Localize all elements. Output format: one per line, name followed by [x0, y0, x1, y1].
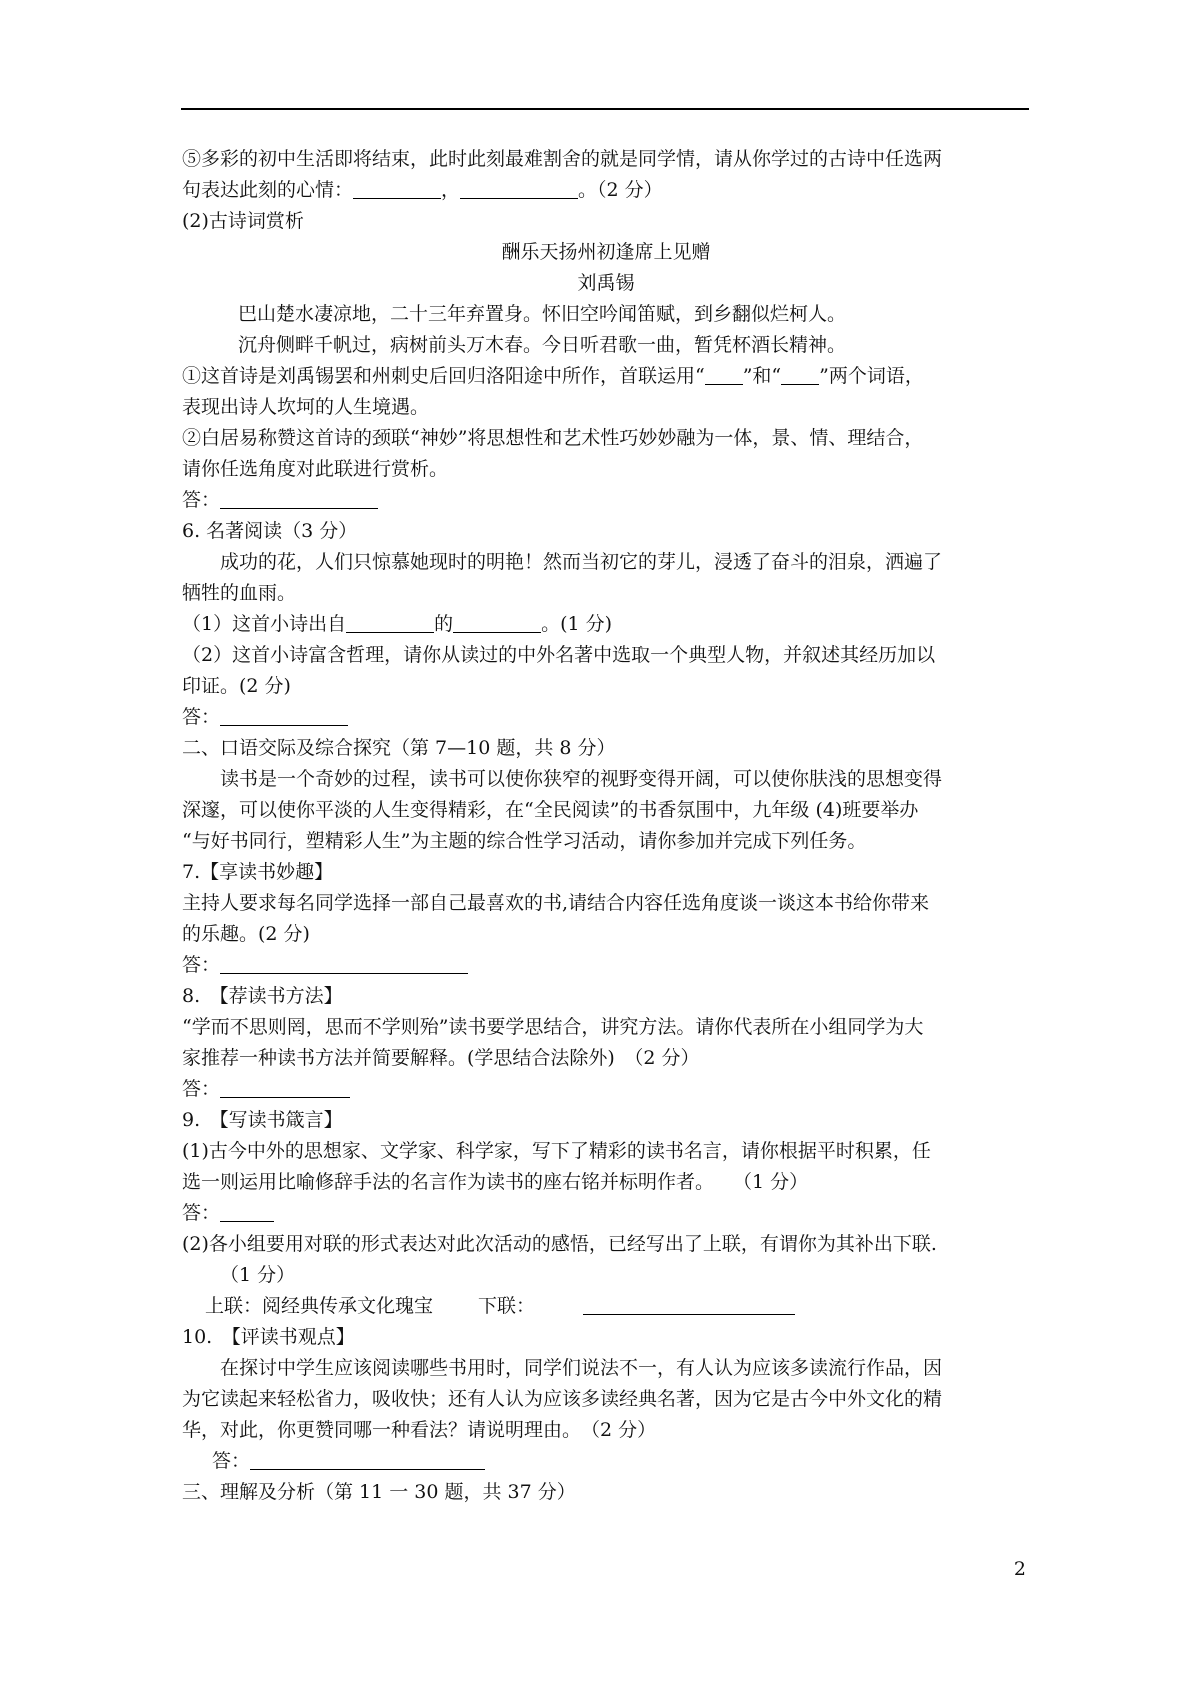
- q9-sub2-line1: (2)各小组要用对联的形式表达对此次活动的感悟，已经写出了上联，有谓你为其补出下联.: [182, 1233, 937, 1255]
- q6-sub2-line2: 印证。(2 分): [182, 675, 291, 697]
- q9-sub1-line1: (1)古今中外的思想家、文学家、科学家，写下了精彩的读书名言，请你根据平时积累，任: [182, 1140, 931, 1162]
- q9-sub2-line2: （1 分）: [220, 1264, 296, 1286]
- q6-poem-line1: 成功的花，人们只惊慕她现时的明艳！然而当初它的芽儿，浸透了奋斗的泪泉，洒遍了: [220, 551, 943, 573]
- answer-line: 答：: [182, 950, 1030, 981]
- header-rule: [181, 108, 1029, 110]
- couplet-lower-label: 下联：: [478, 1295, 536, 1317]
- section2-intro-line3: “与好书同行，塑精彩人生”为主题的综合性学习活动，请你参加并完成下列任务。: [182, 830, 867, 852]
- q7-title: 7.【享读书妙趣】: [182, 861, 334, 883]
- q6-sub1: （1）这首小诗出自 的 。(1 分): [182, 613, 613, 635]
- q5-item5-line1: ⑤多彩的初中生活即将结束，此时此刻最难割舍的就是同学情，请从你学过的古诗中任选两: [182, 148, 943, 170]
- q8-line1: “学而不思则罔，思而不学则殆”读书要学思结合，讲究方法。请你代表所在小组同学为大: [182, 1016, 924, 1038]
- q6-poem-line2: 牺牲的血雨。: [182, 582, 297, 604]
- answer-line: 答：: [182, 485, 1030, 516]
- answer-blank[interactable]: [453, 611, 541, 633]
- exam-content: [182, 144, 1030, 1508]
- q6-title: 6. 名著阅读（3 分）: [182, 520, 358, 542]
- answer-blank[interactable]: [220, 952, 468, 974]
- q5-q2-line1: ②白居易称赞这首诗的颈联“神妙”将思想性和艺术性巧妙妙融为一体，景、情、理结合，: [182, 427, 924, 449]
- q8-title: 8. 【荐读书方法】: [182, 985, 343, 1007]
- q5-item5-line2: 句表达此刻的心情： ， 。（2 分）: [182, 179, 663, 201]
- couplet-line: [182, 1291, 1030, 1322]
- answer-blank[interactable]: [250, 1448, 485, 1470]
- q8-line2: 家推荐一种读书方法并简要解释。(学思结合法除外) （2 分）: [182, 1047, 700, 1069]
- q10-line3: 华，对此，你更赞同哪一种看法？请说明理由。 （2 分）: [182, 1419, 657, 1441]
- q10-title: 10. 【评读书观点】: [182, 1326, 355, 1348]
- q5-q1-line1: ①这首诗是刘禹锡罢和州刺史后回归洛阳途中所作，首联运用“ ”和“ ”两个词语，: [182, 365, 924, 387]
- q10-line1: 在探讨中学生应该阅读哪些书用时，同学们说法不一，有人认为应该多读流行作品，因: [220, 1357, 943, 1379]
- couplet-lower-blank[interactable]: [583, 1293, 795, 1315]
- section2-title: 二、口语交际及综合探究（第 7—10 题，共 8 分）: [182, 737, 616, 759]
- poem-line: 巴山楚水凄凉地，二十三年弃置身。怀旧空吟闻笛赋，到乡翻似烂柯人。: [238, 303, 847, 325]
- answer-blank[interactable]: [220, 487, 378, 509]
- q5-sub2-title: (2)古诗词赏析: [182, 210, 304, 232]
- q9-sub1-line2: 选一则运用比喻修辞手法的名言作为读书的座右铭并标明作者。 （1 分）: [182, 1171, 809, 1193]
- poem-title: 酬乐天扬州初逢席上见赠: [501, 241, 711, 263]
- q7-line2: 的乐趣。(2 分): [182, 923, 310, 945]
- q7-line1: 主持人要求每名同学选择一部自己最喜欢的书,请结合内容任选角度谈一谈这本书给你带来: [182, 892, 930, 914]
- q9-title: 9. 【写读书箴言】: [182, 1109, 343, 1131]
- couplet-upper: 上联：阅经典传承文化瑰宝: [205, 1295, 434, 1317]
- poem-line: 沉舟侧畔千帆过，病树前头万木春。今日听君歌一曲，暂凭杯酒长精神。: [238, 334, 847, 356]
- answer-blank[interactable]: [705, 363, 743, 385]
- section3-title: 三、理解及分析（第 11 一 30 题，共 37 分）: [182, 1481, 576, 1503]
- answer-blank[interactable]: [460, 177, 578, 199]
- answer-line: 答：: [182, 1074, 1030, 1105]
- answer-blank[interactable]: [220, 1200, 274, 1222]
- q6-sub2-line1: （2）这首小诗富含哲理，请你从读过的中外名著中选取一个典型人物，并叙述其经历加以: [182, 644, 936, 666]
- answer-blank[interactable]: [353, 177, 441, 199]
- answer-blank[interactable]: [220, 1076, 350, 1098]
- answer-blank[interactable]: [346, 611, 434, 633]
- section2-intro-line2: 深邃，可以使你平淡的人生变得精彩，在“全民阅读”的书香氛围中，九年级 (4)班要举办: [182, 799, 919, 821]
- answer-blank[interactable]: [220, 704, 348, 726]
- answer-line: 答：: [182, 1446, 1030, 1477]
- q5-q1-line2: 表现出诗人坎坷的人生境遇。: [182, 396, 430, 418]
- answer-blank[interactable]: [781, 363, 819, 385]
- answer-line: 答：: [182, 1198, 1030, 1229]
- section2-intro-line1: 读书是一个奇妙的过程，读书可以使你狭窄的视野变得开阔，可以使你肤浅的思想变得: [220, 768, 943, 790]
- q10-line2: 为它读起来轻松省力，吸收快；还有人认为应该多读经典名著，因为它是古今中外文化的精: [182, 1388, 943, 1410]
- q5-q2-line2: 请你任选角度对此联进行赏析。: [182, 458, 449, 480]
- page-number: 2: [1013, 1558, 1026, 1580]
- answer-line: 答：: [182, 702, 1030, 733]
- poem-author: 刘禹锡: [577, 272, 635, 294]
